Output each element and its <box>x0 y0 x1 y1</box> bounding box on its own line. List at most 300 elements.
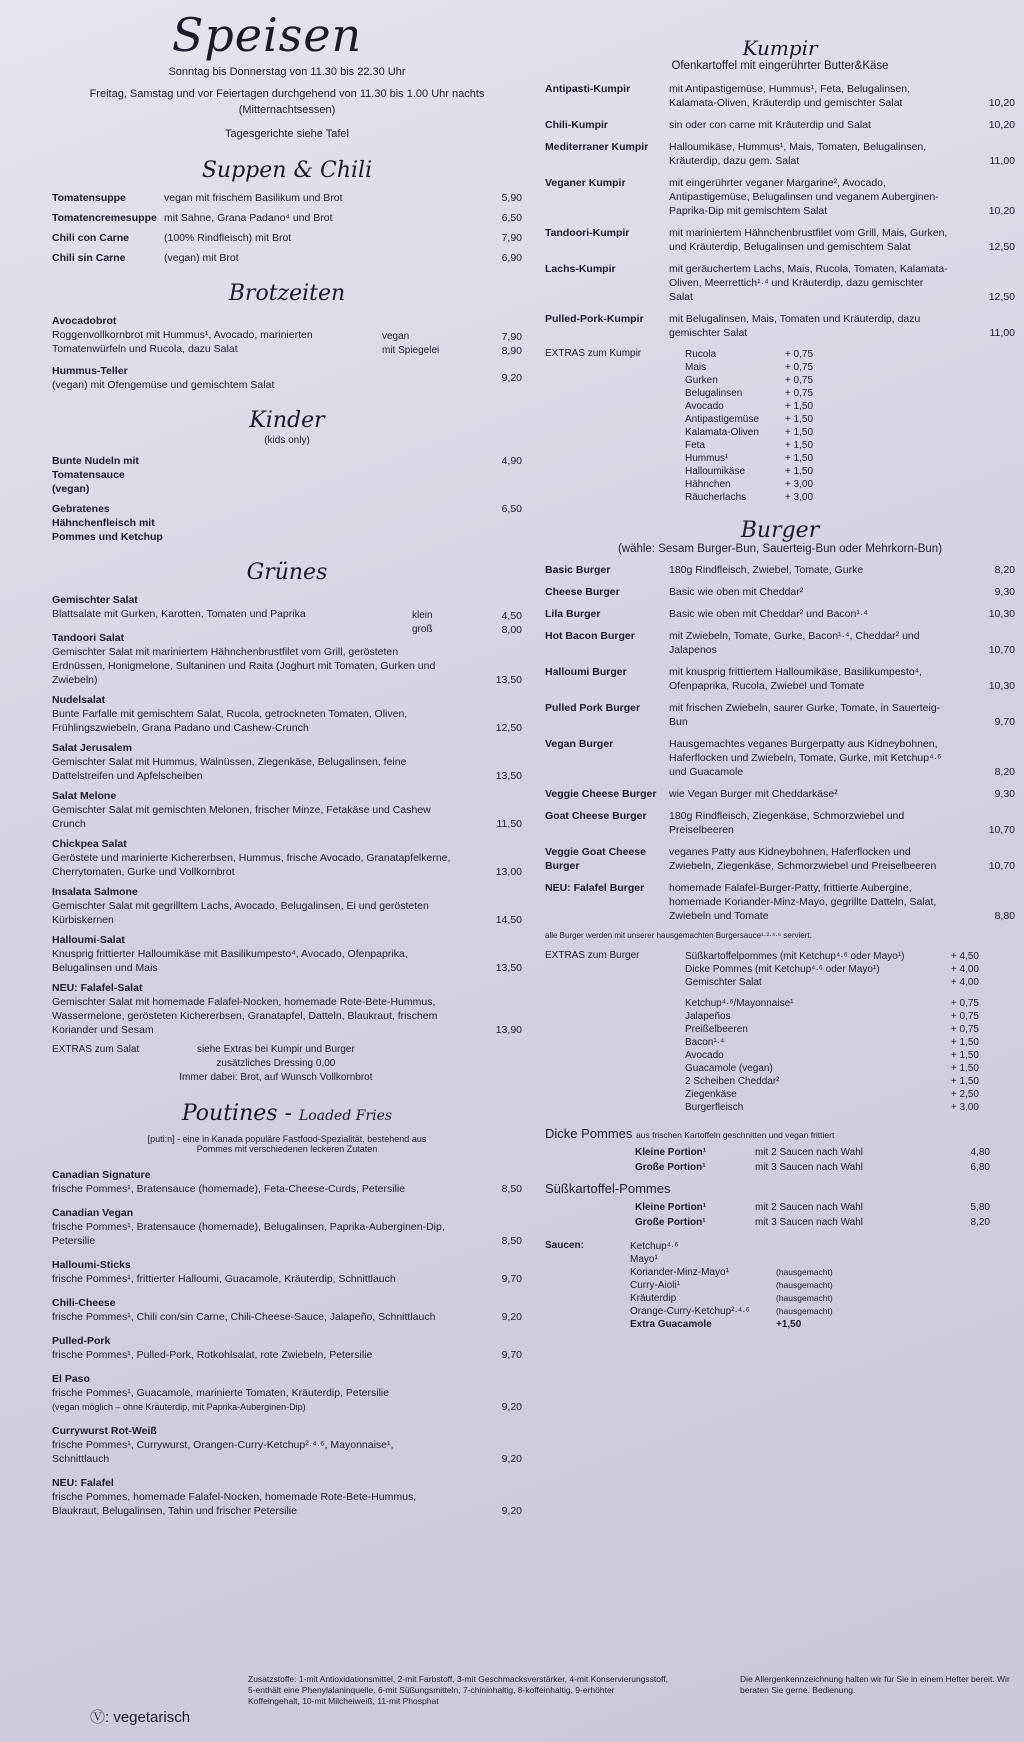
dicke-pommes-subtitle: aus frischen Kartoffeln geschnitten und vegan frittiert <box>636 1130 835 1140</box>
sauce-row <box>630 1266 839 1279</box>
item-name: Halloumi Burger <box>545 666 627 678</box>
portion-price: 4,80 <box>970 1147 990 1158</box>
extras-row <box>685 1049 985 1062</box>
section-title-kinder: Kinder <box>249 408 325 433</box>
portion-desc: mit 2 Saucen nach Wahl <box>755 1202 864 1213</box>
item-price: 8,50 <box>501 1183 522 1195</box>
item-price: 10,30 <box>988 608 1015 620</box>
extras-name: Burgerfleisch <box>685 1102 744 1113</box>
item-name: NEU: Falafel Burger <box>545 882 645 894</box>
extras-price: + 1,50 <box>950 1037 979 1048</box>
kinder-list <box>52 454 522 544</box>
item-desc: Blattsalate mit Gurken, Karotten, Tomaten und Paprika <box>52 608 306 620</box>
item-name: Insalata Salmone <box>52 886 138 898</box>
menu-item <box>52 314 522 358</box>
spacer <box>545 1145 635 1160</box>
extras-price: + 0,75 <box>784 388 814 399</box>
menu-item <box>545 262 1015 304</box>
portion-desc: mit 3 Saucen nach Wahl <box>755 1217 864 1228</box>
extras-name: Bacon¹·⁴ <box>685 1037 725 1048</box>
burger-list <box>545 563 1015 923</box>
item-name: Halloumi-Salat <box>52 934 125 946</box>
menu-item <box>545 140 1015 168</box>
portion-desc: mit 3 Saucen nach Wahl <box>755 1162 864 1173</box>
menu-item <box>52 981 522 1037</box>
item-price: 9,20 <box>501 1401 522 1413</box>
extras-price: + 4,50 <box>950 951 979 962</box>
menu-item <box>545 665 1015 693</box>
sauce-note <box>776 1240 839 1253</box>
menu-item <box>545 787 1015 801</box>
extras-name: Halloumikäse <box>685 466 746 477</box>
extras-price: + 1,50 <box>784 440 814 451</box>
item-price: 9,20 <box>501 1505 522 1517</box>
suesskartoffel-title: Süßkartoffel-Pommes <box>545 1181 671 1196</box>
menu-item <box>52 502 522 544</box>
extras-row <box>685 1075 985 1088</box>
extras-line: zusätzliches Dressing 0,00 <box>216 1058 336 1069</box>
item-desc: frische Pommes¹, Guacamole, marinierte Tomaten, Kräuterdip, Petersilie <box>52 1387 390 1399</box>
extras-row <box>685 400 819 413</box>
extras-price: + 0,75 <box>950 1011 979 1022</box>
extras-name <box>685 989 927 997</box>
portion-name: Kleine Portion¹ <box>635 1147 707 1158</box>
extras-row <box>685 1062 985 1075</box>
extras-row <box>685 387 819 400</box>
item-name: Pulled Pork Burger <box>545 702 641 714</box>
extras-row <box>685 1023 985 1036</box>
item-name: Salat Melone <box>52 790 117 802</box>
item-desc: (vegan) mit Ofengemüse und gemischtem Salat <box>52 379 275 391</box>
kumpir-extras-table <box>685 348 819 504</box>
item-note: (vegan möglich – ohne Kräuterdip, mit Paprika-Auberginen-Dip) <box>52 1402 306 1412</box>
item-price: 7,90 <box>501 232 522 244</box>
portion-name: Große Portion¹ <box>635 1162 706 1173</box>
spacer <box>545 1160 635 1175</box>
section-title-suppen: Suppen & Chili <box>201 158 373 183</box>
extras-name: Guacamole (vegan) <box>685 1063 773 1074</box>
extras-row <box>685 1036 985 1049</box>
section-title-kumpir: Kumpir <box>742 36 818 60</box>
extras-name: Hummus¹ <box>685 453 729 464</box>
right-column <box>545 0 1015 1331</box>
burger-note: alle Burger werden mit unserer hausgemachten Burgersauce¹·²·⁴·⁶ serviert. <box>545 931 812 940</box>
menu-item <box>52 1296 522 1324</box>
extras-row <box>685 963 985 976</box>
extras-price: + 0,75 <box>784 375 814 386</box>
extras-price: + 1,50 <box>784 453 814 464</box>
item-option-2: groß <box>412 624 433 635</box>
sauce-note: +1,50 <box>776 1319 802 1330</box>
item-name: Bunte Nudeln mit Tomatensauce (vegan) <box>52 455 139 495</box>
item-desc: frische Pommes¹, Bratensauce (homemade), Belugalinsen, Paprika-Auberginen-Dip, Petersilie <box>52 1221 445 1247</box>
extras-line: siehe Extras bei Kumpir und Burger <box>196 1044 355 1055</box>
item-price: 9,20 <box>501 1311 522 1323</box>
sauce-note: (hausgemacht) <box>776 1280 833 1290</box>
item-row <box>52 502 522 544</box>
item-price: 13,50 <box>495 770 522 782</box>
menu-item <box>545 845 1015 873</box>
item-name: NEU: Falafel <box>52 1477 114 1489</box>
extras-row <box>685 950 985 963</box>
item-name: Tandoori-Kumpir <box>545 227 630 239</box>
extras-row <box>685 491 819 504</box>
opening-hours <box>52 64 522 142</box>
left-column <box>52 0 522 1528</box>
item-desc: veganes Patty aus Kidneybohnen, Haferflocken und Zwiebeln, Ziegenkäse, Schmorzwiebel und Preiselbeeren <box>669 846 937 872</box>
extras-row <box>685 348 819 361</box>
item-price: 12,50 <box>495 722 522 734</box>
item-price: 13,50 <box>495 962 522 974</box>
item-price: 10,30 <box>988 680 1015 692</box>
portion-row <box>545 1160 1015 1175</box>
item-name: Halloumi-Sticks <box>52 1259 131 1271</box>
menu-item <box>52 1258 522 1286</box>
hours-midnight: (Mitternachtsessen) <box>238 104 336 116</box>
extras-name: Hähnchen <box>685 479 731 490</box>
item-desc: mit eingerührter veganer Margarine², Avocado, Antipastigemüse, Belugalinsen und veganem Auberginen-Paprika-Dip mit gemischtem Salat <box>669 177 939 217</box>
item-price: 9,70 <box>501 1273 522 1285</box>
section-title-poutines <box>52 1101 522 1126</box>
menu-item <box>52 789 522 831</box>
menu-item <box>52 885 522 927</box>
item-option-1: vegan <box>382 331 410 342</box>
portion-name: Große Portion¹ <box>635 1217 706 1228</box>
hours-weekend: Freitag, Samstag und vor Feiertagen durchgehend von 11.30 bis 1.00 Uhr nachts <box>89 88 485 100</box>
item-price: 10,70 <box>988 860 1015 872</box>
item-price: 6,90 <box>501 252 522 264</box>
sauce-note <box>776 1253 839 1266</box>
item-desc: Gemischter Salat mit gegrilltem Lachs, Avocado, Belugalinsen, Ei und gerösteten Kürbiskernen <box>52 900 429 926</box>
sauce-row <box>630 1253 839 1266</box>
extras-name: Rucola <box>685 349 717 360</box>
extras-row <box>685 413 819 426</box>
item-desc: Knusprig frittierter Halloumikäse mit Basilikumpesto⁴, Avocado, Ofenpaprika, Belugalinsen und Mais <box>52 948 408 974</box>
section-title-burger: Burger <box>740 518 820 543</box>
item-desc: frische Pommes¹, Currywurst, Orangen-Curry-Ketchup²·⁴·⁶, Mayonnaise¹, Schnittlauch <box>52 1439 394 1465</box>
suesskartoffel-list <box>545 1200 1015 1230</box>
gruenes-list <box>52 631 522 1037</box>
extras-row <box>685 1101 985 1114</box>
sauce-row <box>630 1292 839 1305</box>
item-desc: Basic wie oben mit Cheddar² und Bacon¹·⁴ <box>669 608 868 620</box>
section-subtitle-kumpir: Ofenkartoffel mit eingerührter Butter&Käse <box>671 60 889 72</box>
item-name: El Paso <box>52 1373 90 1385</box>
portion-row <box>545 1145 1015 1160</box>
item-name: Chickpea Salat <box>52 838 127 850</box>
menu-item <box>52 693 522 735</box>
item-name: Tomatensuppe <box>52 192 126 204</box>
item-desc: sin oder con carne mit Kräuterdip und Salat <box>669 119 871 131</box>
portion-row <box>545 1215 1015 1230</box>
item-name: Veganer Kumpir <box>545 177 626 189</box>
item-name: Hot Bacon Burger <box>545 630 635 642</box>
menu-item <box>52 1334 522 1362</box>
extras-price: + 4,00 <box>950 977 979 988</box>
menu-item <box>545 881 1015 923</box>
dicke-pommes-heading <box>545 1126 1015 1141</box>
extras-name: Belugalinsen <box>685 388 743 399</box>
item-desc: 180g Rindfleisch, Zwiebel, Tomate, Gurke <box>669 564 864 576</box>
menu-item <box>545 585 1015 599</box>
item-name: Currywurst Rot-Weiß <box>52 1425 157 1437</box>
menu-item <box>545 563 1015 577</box>
item-name: Avocadobrot <box>52 315 117 327</box>
menu-item <box>52 191 522 205</box>
extras-row <box>685 361 819 374</box>
item-desc: frische Pommes¹, frittierter Halloumi, Guacamole, Kräuterdip, Schnittlauch <box>52 1273 396 1285</box>
item-price: 10,70 <box>988 644 1015 656</box>
sauce-row <box>630 1240 839 1253</box>
sauce-row <box>630 1318 839 1331</box>
item-price: 14,50 <box>495 914 522 926</box>
menu-item <box>545 176 1015 218</box>
item-desc: mit Zwiebeln, Tomate, Gurke, Bacon¹·⁴, Cheddar² und Jalapenos <box>669 630 920 656</box>
item-desc: frische Pommes¹, Chili con/sin Carne, Chili-Cheese-Sauce, Jalapeño, Schnittlauch <box>52 1311 436 1323</box>
menu-item <box>52 211 522 225</box>
spacer <box>545 1215 635 1230</box>
item-price: 11,50 <box>496 818 522 830</box>
saucen-label: Saucen: <box>545 1240 584 1251</box>
portion-desc: mit 2 Saucen nach Wahl <box>755 1147 864 1158</box>
menu-item <box>52 1476 522 1518</box>
item-name: Chili sin Carne <box>52 252 126 264</box>
extras-name: Jalapeños <box>685 1011 731 1022</box>
extras-price: + 1,50 <box>784 427 814 438</box>
extras-name: Dicke Pommes (mit Ketchup⁴·⁶ oder Mayo¹) <box>685 964 880 975</box>
menu-item <box>52 364 522 392</box>
item-desc: frische Pommes¹, Pulled-Pork, Rotkohlsalat, rote Zwiebeln, Petersilie <box>52 1349 373 1361</box>
menu-item <box>545 312 1015 340</box>
extras-name: Feta <box>685 440 706 451</box>
item-name: Gebratenes Hähnchenfleisch mit Pommes und Ketchup <box>52 503 163 543</box>
item-price: 6,50 <box>501 212 522 224</box>
item-price: 6,50 <box>501 503 522 515</box>
extras-price: + 1,50 <box>784 466 814 477</box>
sauce-note: (hausgemacht) <box>776 1267 833 1277</box>
extras-label: EXTRAS zum Salat <box>52 1044 140 1055</box>
extras-price: + 0,75 <box>950 1024 979 1035</box>
sauce-row <box>630 1279 839 1292</box>
extras-row <box>685 439 819 452</box>
item-desc: Bunte Farfalle mit gemischtem Salat, Rucola, getrockneten Tomaten, Oliven, Frühlingszwiebeln, Grana Padano und Cashew-Crunch <box>52 708 408 734</box>
item-price: 13,00 <box>495 866 522 878</box>
item-price: 8,20 <box>994 564 1015 576</box>
item-desc: Halloumikäse, Hummus¹, Mais, Tomaten, Belugalinsen, Kräuterdip, dazu gem. Salat <box>669 141 927 167</box>
item-name: Hummus-Teller <box>52 365 128 377</box>
additives-note: Zusatzstoffe: 1-mit Antioxidationsmittel, 2-mit Farbstoff, 3-mit Geschmacksverstärker, 4-mit Konservierungsstoff, 5-enthält eine Phenylalaninquelle, 6-mit Süßungsmitteln, 7-chininhaltig, 8-koffeinhaltig, 9-erhöhter Koffeingehalt, 10-mit Milcheiweiß, 11-mit Phosphat <box>248 1674 668 1706</box>
extras-name: Süßkartoffelpommes (mit Ketchup⁴·⁶ oder Mayo¹) <box>685 951 905 962</box>
sauce-note: (hausgemacht) <box>776 1306 833 1316</box>
poutines-title-main: Poutines - <box>181 1101 299 1126</box>
extras-price: + 3,00 <box>784 492 814 503</box>
extras-price: + 1,50 <box>950 1050 979 1061</box>
poutines-list <box>52 1168 522 1518</box>
menu-item <box>545 701 1015 729</box>
item-name: Lila Burger <box>545 608 601 620</box>
extras-price: + 4,00 <box>950 964 979 975</box>
extras-line: Immer dabei: Brot, auf Wunsch Vollkornbrot <box>179 1072 373 1083</box>
extras-price: + 0,75 <box>784 349 814 360</box>
item-name: Mediterraner Kumpir <box>545 141 649 153</box>
item-desc: frische Pommes, homemade Falafel-Nocken, homemade Rote-Bete-Hummus, Blaukraut, Belugalinsen, Tahin und frischer Petersilie <box>52 1491 417 1517</box>
item-price: 9,30 <box>994 788 1015 800</box>
menu-item <box>52 1372 522 1414</box>
item-price: 12,50 <box>988 291 1015 303</box>
item-name: NEU: Falafel-Salat <box>52 982 143 994</box>
portion-price: 6,80 <box>970 1162 990 1173</box>
extras-name: Antipastigemüse <box>685 414 759 425</box>
item-price: 9,20 <box>501 372 522 384</box>
item-price: 8,50 <box>501 1235 522 1247</box>
item-name: Vegan Burger <box>545 738 614 750</box>
allergen-note: Die Allergenkennzeichnung halten wir für Sie in einem Hefter bereit. Wir beraten Sie gerne. Bedienung. <box>740 1674 1010 1695</box>
extras-name: Räucherlachs <box>685 492 747 503</box>
dicke-pommes-list <box>545 1145 1015 1175</box>
item-price: 13,50 <box>495 674 522 686</box>
item-desc: Geröstete und marinierte Kichererbsen, Hummus, frische Avocado, Granatapfelkerne, Cherrytomaten, Gurke und Vollkornbrot <box>52 852 451 878</box>
item-name: Veggie Cheese Burger <box>545 788 657 800</box>
item-desc: mit Belugalinsen, Mais, Tomaten und Kräuterdip, dazu gemischter Salat <box>669 313 921 339</box>
extras-name: Gemischter Salat <box>685 977 762 988</box>
sauce-note: (hausgemacht) <box>776 1293 833 1303</box>
item-price: 4,90 <box>501 455 522 467</box>
item-price: 10,20 <box>988 119 1015 131</box>
menu-item <box>52 1168 522 1196</box>
extras-name: Avocado <box>685 1050 724 1061</box>
item-name: Canadian Vegan <box>52 1207 134 1219</box>
item-name: Chili con Carne <box>52 232 130 244</box>
item-desc: mit Antipastigemüse, Hummus¹, Feta, Belugalinsen, Kalamata-Oliven, Kräuterdip und gemischter Salat <box>669 83 911 109</box>
item-name: Basic Burger <box>545 564 611 576</box>
item-desc: Basic wie oben mit Cheddar² <box>669 586 804 598</box>
item-price: 9,70 <box>501 1349 522 1361</box>
item-name: Salat Jerusalem <box>52 742 132 754</box>
item-desc: mit geräuchertem Lachs, Mais, Rucola, Tomaten, Kalamata-Oliven, Meerrettich¹·⁴ und Kräuterdip, dazu gemischter Salat <box>669 263 948 303</box>
extras-name: Ziegenkäse <box>685 1089 737 1100</box>
item-desc: Gemischter Salat mit mariniertem Hähnchenbrustfilet vom Grill, gerösteten Erdnüssen, Honigmelone, Sultaninen und Raita (Joghurt mit Tomaten, Gurken und Zwiebeln) <box>52 646 436 686</box>
extras-row <box>685 989 985 997</box>
item-name: Cheese Burger <box>545 586 620 598</box>
item-desc: (100% Rindfleisch) mit Brot <box>164 232 292 244</box>
item-desc: mit Sahne, Grana Padano⁴ und Brot <box>164 212 333 224</box>
extras-name: Ketchup⁴·⁶/Mayonnaise¹ <box>685 998 794 1009</box>
extras-name: Preißelbeeren <box>685 1024 748 1035</box>
spacer <box>545 1200 635 1215</box>
menu-item <box>52 593 522 636</box>
item-desc: Gemischter Salat mit gemischten Melonen, frischer Minze, Fetakäse und Cashew Crunch <box>52 804 431 830</box>
item-desc: frische Pommes¹, Bratensauce (homemade), Feta-Cheese-Curds, Petersilie <box>52 1183 406 1195</box>
item-price: 10,20 <box>988 97 1015 109</box>
sauce-name: Ketchup⁴·⁶ <box>630 1241 679 1252</box>
item-price-2: 8,00 <box>501 624 522 636</box>
portion-price: 5,80 <box>970 1202 990 1213</box>
hours-weekday: Sonntag bis Donnerstag von 11.30 bis 22.30 Uhr <box>168 66 406 78</box>
item-row <box>52 251 522 265</box>
item-price-1: 7,90 <box>501 331 522 343</box>
section-subtitle-burger: (wähle: Sesam Burger-Bun, Sauerteig-Bun oder Mehrkorn-Bun) <box>617 543 943 555</box>
item-price: 5,90 <box>501 192 522 204</box>
vegetarian-legend: Ⓥ: vegetarisch <box>90 1709 191 1726</box>
extras-price <box>927 989 985 997</box>
item-name: Chili-Cheese <box>52 1297 116 1309</box>
item-name: Gemischter Salat <box>52 594 138 606</box>
extras-row <box>685 1088 985 1101</box>
menu-item <box>545 737 1015 779</box>
menu-item <box>545 629 1015 657</box>
item-price: 11,00 <box>989 327 1015 339</box>
section-title-brotzeiten: Brotzeiten <box>228 281 346 306</box>
extras-name: Gurken <box>685 375 718 386</box>
extras-row <box>685 478 819 491</box>
menu-item <box>52 251 522 265</box>
menu-item <box>52 933 522 975</box>
item-option-2: mit Spiegelei <box>382 345 440 356</box>
menu-item <box>545 118 1015 132</box>
poutines-title-small: Loaded Fries <box>299 1108 393 1124</box>
sauce-name: Koriander-Minz-Mayo¹ <box>630 1267 729 1278</box>
extras-price: + 3,00 <box>950 1102 979 1113</box>
item-price: 10,20 <box>988 205 1015 217</box>
item-name: Pulled-Pork-Kumpir <box>545 313 644 325</box>
extras-label: EXTRAS zum Kumpir <box>545 348 642 359</box>
item-name: Antipasti-Kumpir <box>545 83 631 95</box>
item-option-1: klein <box>412 610 433 621</box>
extras-price: + 1,50 <box>784 401 814 412</box>
item-desc: mit knusprig frittiertem Halloumikäse, Basilikumpesto⁴, Ofenpaprika, Rucola, Zwiebel und Tomate <box>669 666 923 692</box>
menu-item <box>52 631 522 687</box>
saucen-block <box>545 1240 1015 1331</box>
item-name: Tandoori Salat <box>52 632 125 644</box>
kumpir-list <box>545 82 1015 340</box>
item-name: Goat Cheese Burger <box>545 810 647 822</box>
sauce-name: Orange-Curry-Ketchup²·⁴·⁶ <box>630 1306 750 1317</box>
item-name: Pulled-Pork <box>52 1335 111 1347</box>
extras-price: + 1,50 <box>950 1076 979 1087</box>
item-desc: Roggenvollkornbrot mit Hummus¹, Avocado, marinierten Tomatenwürfeln und Rucola, dazu Salat <box>52 329 313 355</box>
item-price: 10,70 <box>988 824 1015 836</box>
portion-price: 8,20 <box>970 1217 990 1228</box>
item-price-1: 4,50 <box>501 610 522 622</box>
burger-extras <box>545 950 1015 1114</box>
portion-row <box>545 1200 1015 1215</box>
menu-item <box>52 1424 522 1466</box>
salat-extras <box>52 1043 522 1085</box>
menu-item <box>52 231 522 245</box>
item-row <box>52 231 522 245</box>
item-desc: (vegan) mit Brot <box>164 252 239 264</box>
extras-row <box>685 976 985 989</box>
suppen-list <box>52 191 522 265</box>
item-desc: Gemischter Salat mit homemade Falafel-Nocken, homemade Rote-Bete-Hummus, Wassermelone, gerösteten Kichererbsen, Granatapfel, Datteln, Blaukraut, frischem Koriander und Sesam <box>52 996 438 1036</box>
item-price: 9,70 <box>994 716 1015 728</box>
item-name: Chili-Kumpir <box>545 119 608 131</box>
item-desc: Gemischter Salat mit Hummus, Walnüssen, Ziegenkäse, Belugalinsen, feine Dattelstreifen und Apfelscheiben <box>52 756 407 782</box>
item-price: 13,90 <box>495 1024 522 1036</box>
extras-price: + 1,50 <box>950 1063 979 1074</box>
extras-name: 2 Scheiben Cheddar² <box>685 1076 780 1087</box>
item-row <box>52 211 522 225</box>
extras-price: + 1,50 <box>784 414 814 425</box>
item-name: Veggie Goat Cheese Burger <box>545 846 646 872</box>
page-title: Speisen <box>171 8 363 62</box>
kumpir-extras <box>545 348 1015 504</box>
extras-row <box>685 997 985 1010</box>
sauce-name: Kräuterdip <box>630 1293 677 1304</box>
sauce-row <box>630 1305 839 1318</box>
extras-price: + 0,75 <box>784 362 814 373</box>
extras-price: + 3,00 <box>784 479 814 490</box>
